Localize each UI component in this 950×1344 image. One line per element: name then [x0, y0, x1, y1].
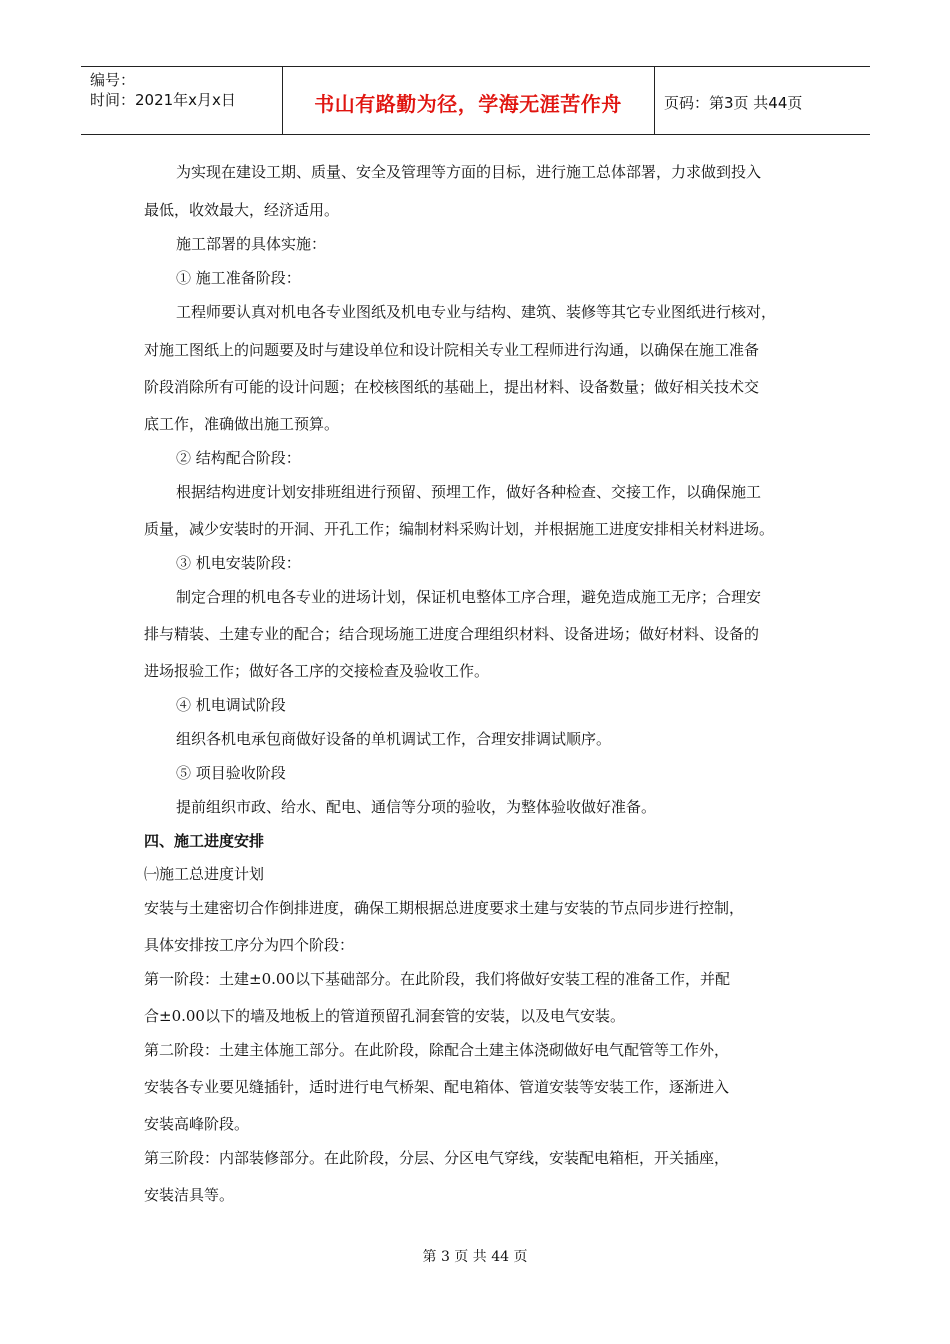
paragraph-line: 对施工图纸上的问题要及时与建设单位和设计院相关专业工程师进行沟通，以确保在施工准备 [144, 341, 760, 359]
document-number-label: 编号： [90, 71, 136, 89]
stage-heading: ① 施工准备阶段： [176, 269, 301, 287]
stage-heading: ④ 机电调试阶段 [176, 696, 286, 714]
paragraph-line: 质量，减少安装时的开洞、开孔工作；编制材料采购计划，并根据施工进度安排相关材料进场。 [144, 520, 775, 538]
subsection-heading: ㈠施工总进度计划 [144, 865, 265, 883]
paragraph-line: 为实现在建设工期、质量、安全及管理等方面的目标，进行施工总体部署，力求做到投入 [176, 163, 762, 181]
header-motto: 书山有路勤为径，学海无涯苦作舟 [314, 92, 622, 116]
paragraph-line: 安装高峰阶段。 [144, 1115, 250, 1133]
paragraph-line: 最低，收效最大，经济适用。 [144, 201, 340, 219]
stage-heading: ② 结构配合阶段： [176, 449, 301, 467]
paragraph-line: 施工部署的具体实施： [176, 235, 327, 253]
header-divider-right [654, 67, 655, 134]
section-heading: 四、施工进度安排 [144, 832, 265, 850]
paragraph-line: 工程师要认真对机电各专业图纸及机电专业与结构、建筑、装修等其它专业图纸进行核对， [176, 303, 777, 321]
page-footer: 第 3 页 共 44 页 [422, 1249, 528, 1265]
paragraph-line: 安装各专业要见缝插针，适时进行电气桥架、配电箱体、管道安装等安装工作，逐渐进入 [144, 1078, 730, 1096]
paragraph-line: 进场报验工作；做好各工序的交接检查及验收工作。 [144, 662, 490, 680]
paragraph-line: 排与精装、土建专业的配合；结合现场施工进度合理组织材料、设备进场；做好材料、设备的 [144, 625, 760, 643]
paragraph-line: 第三阶段：内部装修部分。在此阶段，分层、分区电气穿线，安装配电箱柜，开关插座， [144, 1149, 730, 1167]
paragraph-line: 提前组织市政、给水、配电、通信等分项的验收，为整体验收做好准备。 [176, 798, 657, 816]
paragraph-line: 安装与土建密切合作倒排进度，确保工期根据总进度要求土建与安装的节点同步进行控制， [144, 899, 745, 917]
header-top-rule [81, 66, 870, 67]
paragraph-line: 具体安排按工序分为四个阶段： [144, 936, 355, 954]
paragraph-line: 底工作，准确做出施工预算。 [144, 415, 340, 433]
paragraph-line: 第二阶段：土建主体施工部分。在此阶段，除配合土建主体浇砌做好电气配管等工作外， [144, 1041, 730, 1059]
stage-heading: ⑤ 项目验收阶段 [176, 764, 286, 782]
document-date: 时间：2021年x月x日 [90, 91, 236, 109]
paragraph-line: 根据结构进度计划安排班组进行预留、预埋工作，做好各种检查、交接工作，以确保施工 [176, 483, 762, 501]
header-meta [90, 70, 236, 110]
header-bottom-rule [81, 134, 870, 135]
paragraph-line: 第一阶段：土建±0.00以下基础部分。在此阶段，我们将做好安装工程的准备工作，并配 [144, 970, 730, 988]
header-page-info: 页码：第3页 共44页 [664, 94, 803, 112]
paragraph-line: 安装洁具等。 [144, 1186, 235, 1204]
paragraph-line: 组织各机电承包商做好设备的单机调试工作，合理安排调试顺序。 [176, 730, 612, 748]
paragraph-line: 阶段消除所有可能的设计问题；在校核图纸的基础上，提出材料、设备数量；做好相关技术交 [144, 378, 760, 396]
stage-heading: ③ 机电安装阶段： [176, 554, 301, 572]
paragraph-line: 制定合理的机电各专业的进场计划，保证机电整体工序合理，避免造成施工无序；合理安 [176, 588, 762, 606]
paragraph-line: 合±0.00以下的墙及地板上的管道预留孔洞套管的安装，以及电气安装。 [144, 1007, 625, 1025]
